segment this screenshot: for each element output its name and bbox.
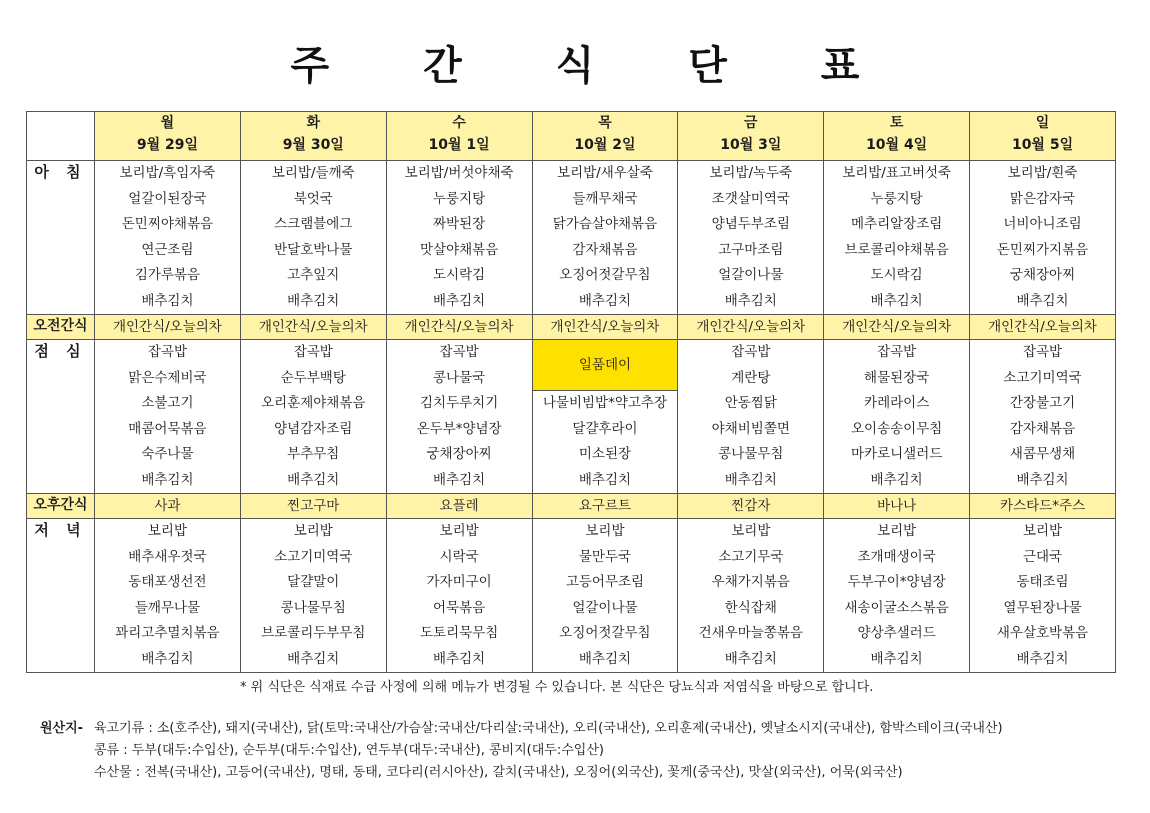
menu-item: 보리밥/녹두죽 [709, 165, 793, 181]
menu-item: 너비아니조림 [1003, 216, 1082, 232]
page-title: 주 간 식 단 표 [290, 43, 900, 89]
am-snack-cell: 개인간식/오늘의차 [532, 315, 678, 340]
menu-item: 김치두루치기 [419, 395, 499, 411]
dinner-cell-tue [240, 519, 386, 673]
menu-item: 잡곡밥 [439, 344, 479, 360]
weekly-menu-table [26, 111, 1116, 673]
menu-item: 보리밥 [731, 523, 771, 539]
pm-snack-cell: 찐고구마 [240, 494, 386, 519]
breakfast-cell-wed [386, 161, 532, 315]
menu-item: 배추김치 [870, 471, 923, 488]
pm-snack-row [27, 494, 1116, 519]
menu-item: 맑은감자국 [1009, 190, 1076, 207]
menu-item: 새우살호박볶음 [996, 625, 1089, 641]
menu-item: 돈민찌야채볶음 [121, 216, 214, 232]
day-name: 월 [160, 115, 175, 131]
menu-item: 순두부백탕 [280, 369, 346, 386]
origin-seafood: 수산물 : 전복(국내산), 고등어(국내산), 명태, 동태, 코다리(러시아산), 갈치(국내산), 오징어(외국산), 꽃게(중국산), 맛살(외국산), 어묵(외국산) [94, 765, 903, 780]
menu-item: 잡곡밥 [293, 344, 333, 360]
menu-change-notice: * 위 식단은 식재료 수급 사정에 의해 메뉴가 변경될 수 있습니다. 본 식단은 당뇨식과 저염식을 바탕으로 합니다. [240, 680, 874, 695]
menu-item: 고구마조림 [718, 241, 784, 258]
menu-item: 두부구이*양념장 [847, 574, 946, 590]
day-header-thu [532, 112, 678, 161]
pm-snack-cell: 바나나 [824, 494, 970, 519]
menu-item: 배추김치 [724, 471, 777, 488]
lunch-cell-mon [95, 340, 241, 494]
am-snack-label: 오전간식 [27, 315, 95, 340]
menu-item: 우채가지볶음 [711, 574, 790, 590]
menu-item: 얼갈이된장국 [128, 190, 207, 207]
menu-item: 보리밥 [1022, 523, 1063, 539]
menu-item: 잡곡밥 [877, 344, 917, 360]
menu-item: 보리밥/새우살죽 [557, 165, 653, 181]
menu-item: 보리밥 [293, 523, 333, 539]
menu-item: 오징어젓갈무침 [559, 267, 651, 283]
menu-item: 달걀후라이 [572, 420, 638, 437]
menu-item: 배추김치 [578, 292, 632, 309]
menu-item: 배추새우젓국 [128, 548, 207, 565]
am-snack-cell: 개인간식/오늘의차 [95, 315, 241, 340]
menu-item: 누룽지탕 [870, 190, 923, 207]
lunch-cell-wed [386, 340, 532, 494]
day-header-sat [824, 112, 970, 161]
menu-item: 새콤무생채 [1009, 446, 1076, 462]
day-date: 10월 5일 [1011, 137, 1074, 153]
dinner-cell-sat [824, 519, 970, 673]
breakfast-cell-sun [970, 161, 1116, 315]
day-name: 수 [452, 115, 466, 131]
day-header-tue [240, 112, 386, 161]
lunch-cell-tue [240, 340, 386, 494]
menu-item: 부추무침 [287, 446, 340, 462]
day-date: 10월 2일 [574, 137, 636, 153]
origin-line [40, 762, 1003, 784]
menu-item: 도시락김 [870, 267, 923, 283]
breakfast-cell-thu [532, 161, 678, 315]
menu-item: 브로콜리야채볶음 [844, 241, 949, 258]
day-date: 9월 29일 [136, 137, 198, 153]
menu-item: 배추김치 [578, 650, 632, 667]
dinner-label: 저 녁 [27, 519, 95, 673]
menu-item: 북엇국 [293, 190, 333, 207]
menu-item: 얼갈이나물 [572, 599, 638, 616]
menu-item: 배추김치 [1016, 292, 1069, 309]
menu-item: 스크램블에그 [274, 216, 353, 232]
header-corner [27, 112, 95, 161]
menu-item: 배추김치 [724, 292, 777, 309]
menu-item: 배추김치 [724, 650, 777, 667]
breakfast-row [27, 161, 1116, 315]
menu-item: 배추김치 [287, 292, 340, 309]
menu-item: 도시락김 [433, 267, 486, 283]
menu-item: 김가루볶음 [134, 267, 201, 283]
menu-item: 양념두부조림 [711, 216, 790, 232]
menu-item: 배추김치 [1016, 471, 1069, 488]
am-snack-cell: 개인간식/오늘의차 [240, 315, 386, 340]
menu-item: 간장불고기 [1009, 395, 1076, 411]
lunch-row [27, 340, 1116, 494]
menu-item: 나물비빔밥*약고추장 [542, 395, 668, 411]
menu-item: 조갯살미역국 [711, 190, 790, 207]
dinner-cell-thu [532, 519, 678, 673]
menu-item: 동태포생선전 [128, 574, 207, 590]
menu-item: 새송이굴소스볶음 [844, 599, 949, 616]
menu-item: 맛살야채볶음 [419, 241, 499, 258]
menu-item: 고등어무조림 [565, 574, 645, 590]
breakfast-label: 아 침 [27, 161, 95, 315]
menu-item: 야채비빔쫄면 [711, 420, 790, 437]
menu-item: 배추김치 [433, 650, 486, 667]
day-header-mon [95, 112, 241, 161]
menu-item: 도토리묵무침 [419, 625, 499, 641]
menu-item: 배추김치 [141, 471, 194, 488]
origin-info [40, 718, 1003, 784]
menu-item: 잡곡밥 [1022, 344, 1063, 360]
menu-item: 보리밥/버섯야채죽 [404, 165, 514, 181]
special-day-badge: 일품데이 [533, 340, 678, 391]
menu-item: 숙주나물 [141, 446, 194, 462]
day-name: 화 [306, 115, 321, 131]
menu-item: 배추김치 [141, 292, 194, 309]
pm-snack-label: 오후간식 [27, 494, 95, 519]
menu-item: 안동찜닭 [724, 395, 777, 411]
menu-item: 배추김치 [287, 471, 340, 488]
am-snack-cell: 개인간식/오늘의차 [970, 315, 1116, 340]
menu-item: 근대국 [1022, 548, 1063, 565]
menu-item: 시락국 [439, 548, 479, 565]
menu-item: 양상추샐러드 [857, 625, 936, 641]
day-date: 10월 3일 [720, 137, 782, 153]
menu-item: 들깨무나물 [134, 599, 201, 616]
menu-item: 콩나물국 [433, 369, 486, 386]
menu-item: 메추리알장조림 [850, 216, 943, 232]
menu-item: 보리밥/들깨죽 [271, 165, 355, 181]
menu-item: 보리밥 [439, 523, 479, 539]
menu-item: 닭가슴살야채볶음 [552, 216, 658, 232]
menu-item: 해물된장국 [864, 369, 930, 386]
breakfast-cell-mon [95, 161, 241, 315]
menu-item: 보리밥 [147, 523, 187, 539]
menu-item: 연근조림 [141, 241, 194, 258]
menu-item: 보리밥 [877, 523, 917, 539]
pm-snack-cell: 사과 [95, 494, 241, 519]
menu-item: 궁채장아찌 [426, 446, 492, 462]
origin-line [40, 740, 1003, 762]
day-name: 금 [744, 115, 758, 131]
breakfast-cell-sat [824, 161, 970, 315]
menu-item: 소고기미역국 [1003, 369, 1082, 386]
menu-item: 콩나물무침 [280, 599, 346, 616]
menu-item: 가자미구이 [426, 574, 492, 590]
menu-item: 온두부*양념장 [416, 420, 502, 437]
menu-item: 계란탕 [731, 369, 771, 386]
pm-snack-cell: 카스타드*주스 [970, 494, 1116, 519]
dinner-cell-sun [970, 519, 1116, 673]
menu-item: 보리밥 [585, 523, 625, 539]
day-date: 9월 30일 [282, 137, 344, 153]
menu-item: 배추김치 [1016, 650, 1069, 667]
menu-item: 어묵볶음 [433, 599, 486, 616]
menu-item: 맑은수제비국 [128, 369, 207, 386]
menu-item: 미소된장 [578, 446, 632, 462]
menu-item: 배추김치 [870, 292, 923, 309]
dinner-cell-fri [678, 519, 824, 673]
day-header-sun [970, 112, 1116, 161]
menu-item: 소불고기 [141, 395, 194, 411]
day-name: 일 [1035, 115, 1050, 131]
day-date: 10월 1일 [428, 137, 490, 153]
menu-item: 궁채장아찌 [1009, 267, 1076, 283]
am-snack-cell: 개인간식/오늘의차 [678, 315, 824, 340]
origin-beans: 콩류 : 두부(대두:수입산), 순두부(대두:수입산), 연두부(대두:국내산), 콩비지(대두:수입산) [94, 743, 604, 758]
menu-item: 배추김치 [870, 650, 923, 667]
menu-item: 양념감자조림 [274, 420, 353, 437]
menu-item: 한식잡채 [724, 599, 777, 616]
menu-item: 감자채볶음 [1009, 420, 1076, 437]
menu-item: 소고기무국 [718, 548, 784, 565]
menu-item: 배추김치 [578, 471, 632, 488]
lunch-cell-thu [532, 340, 678, 494]
menu-item: 감자채볶음 [572, 241, 638, 258]
menu-item: 잡곡밥 [731, 344, 771, 360]
menu-item: 짜박된장 [433, 216, 486, 232]
lunch-cell-sat [824, 340, 970, 494]
origin-line [40, 718, 1003, 740]
day-date: 10월 4일 [866, 137, 928, 153]
menu-item: 잡곡밥 [147, 344, 187, 360]
menu-item: 달걀말이 [287, 574, 340, 590]
menu-item: 배추김치 [433, 471, 486, 488]
menu-item: 소고기미역국 [274, 548, 353, 565]
dinner-row [27, 519, 1116, 673]
menu-item: 매콤어묵볶음 [128, 420, 207, 437]
origin-label: 원산지- [40, 721, 84, 736]
pm-snack-cell: 찐감자 [678, 494, 824, 519]
menu-item: 배추김치 [141, 650, 194, 667]
menu-item: 콩나물무침 [718, 446, 784, 462]
menu-item: 오이송송이무침 [850, 420, 943, 437]
day-name: 목 [598, 115, 612, 131]
pm-snack-cell: 요구르트 [532, 494, 678, 519]
menu-item: 마카로니샐러드 [850, 446, 943, 462]
menu-item: 카레라이스 [864, 395, 930, 411]
day-name: 토 [889, 115, 904, 131]
menu-item: 보리밥/표고버섯죽 [842, 165, 952, 181]
menu-item: 보리밥/흰죽 [1007, 165, 1078, 181]
breakfast-cell-tue [240, 161, 386, 315]
lunch-cell-fri [678, 340, 824, 494]
origin-meat: 육고기류 : 소(호주산), 돼지(국내산), 닭(토막:국내산/가슴살:국내산/다리살:국내산), 오리(국내산), 오리훈제(국내산), 옛날소시지(국내산), 함박스테이크(국내산) [94, 721, 1003, 736]
pm-snack-cell: 요플레 [386, 494, 532, 519]
day-header-wed [386, 112, 532, 161]
dinner-cell-wed [386, 519, 532, 673]
dinner-cell-mon [95, 519, 241, 673]
header-row [27, 112, 1116, 161]
am-snack-cell: 개인간식/오늘의차 [386, 315, 532, 340]
menu-item: 동태조림 [1016, 574, 1069, 590]
menu-item: 고추잎지 [287, 267, 340, 283]
breakfast-cell-fri [678, 161, 824, 315]
menu-item: 물만두국 [578, 548, 632, 565]
menu-item: 누룽지탕 [433, 190, 486, 207]
menu-item: 오리훈제야채볶음 [261, 395, 366, 411]
menu-item: 건새우마늘쫑볶음 [698, 625, 803, 641]
menu-item: 배추김치 [287, 650, 340, 667]
lunch-label: 점 심 [27, 340, 95, 494]
am-snack-cell: 개인간식/오늘의차 [824, 315, 970, 340]
menu-item: 열무된장나물 [1003, 599, 1082, 616]
lunch-cell-sun [970, 340, 1116, 494]
am-snack-row [27, 315, 1116, 340]
menu-item: 돈민찌가지볶음 [996, 241, 1089, 258]
day-header-fri [678, 112, 824, 161]
menu-item: 반달호박나물 [274, 241, 353, 258]
menu-item: 배추김치 [433, 292, 486, 309]
menu-item: 오징어젓갈무침 [559, 625, 651, 641]
menu-item: 브로콜리두부무침 [261, 625, 366, 641]
menu-item: 조개매생이국 [857, 548, 936, 565]
menu-item: 들깨무채국 [572, 190, 638, 207]
menu-item: 얼갈이나물 [718, 267, 784, 283]
menu-item: 꽈리고추멸치볶음 [115, 625, 220, 641]
menu-item: 보리밥/흑임자죽 [119, 165, 216, 181]
